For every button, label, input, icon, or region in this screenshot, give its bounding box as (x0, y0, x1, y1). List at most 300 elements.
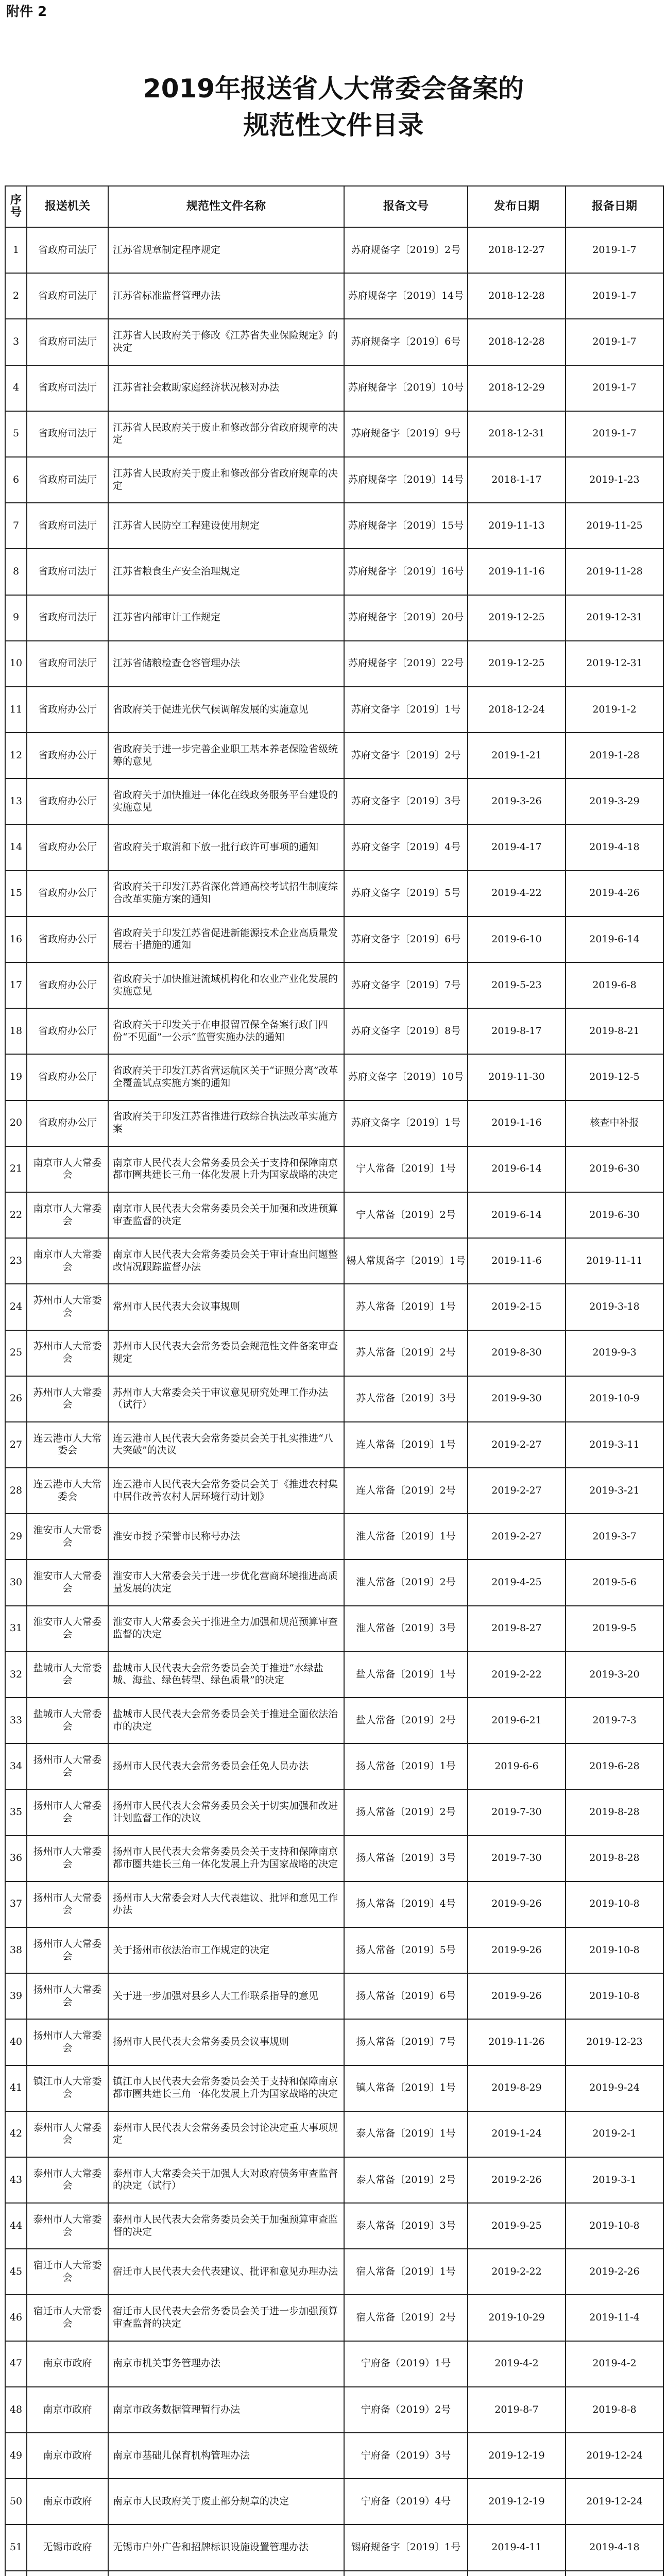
table-row (5, 1376, 663, 1422)
row-filing-number: 盐人常备〔2019〕2号 (344, 1698, 468, 1743)
row-agency: 省政府办公厅 (27, 1100, 108, 1146)
row-document-name: 省政府关于促进光伏气候调解发展的实施意见 (108, 687, 344, 733)
table-row (5, 2249, 663, 2295)
row-agency: 省政府司法厅 (27, 365, 108, 411)
row-index: 14 (5, 824, 27, 870)
row-filing-date: 2019-12-5 (566, 1054, 663, 1100)
row-agency: 省政府办公厅 (27, 778, 108, 824)
row-filing-date: 2019-2-26 (566, 2249, 663, 2295)
row-agency: 扬州市人大常委会 (27, 1743, 108, 1789)
row-filing-number (344, 2571, 468, 2576)
table-row (5, 411, 663, 457)
row-document-name: 江苏省社会救助家庭经济状况核对办法 (108, 365, 344, 411)
row-document-name: 关于扬州市依法治市工作规定的决定 (108, 1927, 344, 1973)
row-agency: 盐城市人大常委会 (27, 1652, 108, 1698)
row-document-name: 江苏省粮食生产安全治理规定 (108, 549, 344, 595)
row-publish-date: 2019-1-21 (468, 733, 566, 778)
row-filing-number: 苏府文备字〔2019〕1号 (344, 1100, 468, 1146)
row-filing-date: 2019-4-18 (566, 824, 663, 870)
row-document-name: 省政府关于印发江苏省营运航区关于“证照分离”改革全覆盖试点实施方案的通知 (108, 1054, 344, 1100)
row-agency: 盐城市人大常委会 (27, 1698, 108, 1743)
row-publish-date: 2018-12-28 (468, 273, 566, 319)
row-publish-date: 2019-11-16 (468, 549, 566, 595)
row-index: 50 (5, 2479, 27, 2524)
row-publish-date: 2019-8-27 (468, 1606, 566, 1652)
row-document-name (108, 2571, 344, 2576)
row-filing-date: 2019-3-29 (566, 778, 663, 824)
row-agency: 南京市政府 (27, 2341, 108, 2387)
row-filing-number: 宁府备（2019）1号 (344, 2341, 468, 2387)
table-row (5, 1698, 663, 1743)
row-index: 42 (5, 2111, 27, 2157)
row-document-name: 连云港市人民代表大会常务委员会关于扎实推进“八大突破”的决议 (108, 1422, 344, 1468)
row-publish-date: 2019-9-26 (468, 1882, 566, 1927)
row-document-name: 淮安市授予荣誉市民称号办法 (108, 1514, 344, 1560)
row-document-name: 江苏省人民防空工程建设使用规定 (108, 503, 344, 549)
header-agency: 报送机关 (27, 186, 108, 227)
row-document-name: 泰州市人大常委会关于加强人大对政府债务审查监督的决定（试行） (108, 2157, 344, 2203)
row-document-name: 常州市人民代表大会议事规则 (108, 1284, 344, 1330)
row-publish-date: 2019-2-22 (468, 1652, 566, 1698)
table-row (5, 1882, 663, 1927)
row-index: 16 (5, 917, 27, 962)
row-publish-date: 2018-12-28 (468, 319, 566, 365)
row-filing-date: 2019-4-18 (566, 2524, 663, 2570)
row-publish-date: 2019-2-27 (468, 1422, 566, 1468)
table-row (5, 2571, 663, 2576)
row-publish-date: 2019-9-26 (468, 1927, 566, 1973)
table-row (5, 687, 663, 733)
row-filing-date: 2019-10-8 (566, 1973, 663, 2019)
row-filing-number: 锡人常规备字〔2019〕1号 (344, 1238, 468, 1284)
row-document-name: 泰州市人民代表大会常务委员会关于加强预算审查监督的决定 (108, 2203, 344, 2249)
row-filing-date: 2019-5-6 (566, 1560, 663, 1605)
row-document-name: 江苏省人民政府关于废止和修改部分省政府规章的决定 (108, 411, 344, 457)
row-agency: 苏州市人大常委会 (27, 1284, 108, 1330)
row-agency: 省政府司法厅 (27, 641, 108, 687)
row-index: 27 (5, 1422, 27, 1468)
row-index: 11 (5, 687, 27, 733)
table-row (5, 1100, 663, 1146)
row-filing-number: 淮人常备〔2019〕3号 (344, 1606, 468, 1652)
row-publish-date: 2019-6-14 (468, 1192, 566, 1238)
row-filing-number: 扬人常备〔2019〕2号 (344, 1789, 468, 1835)
row-publish-date: 2019-2-15 (468, 1284, 566, 1330)
table-row (5, 2295, 663, 2341)
row-filing-number: 苏府文备字〔2019〕1号 (344, 687, 468, 733)
row-agency (27, 2571, 108, 2576)
row-publish-date: 2019-7-30 (468, 1789, 566, 1835)
row-filing-number: 连人常备〔2019〕2号 (344, 1468, 468, 1514)
row-filing-number: 苏府文备字〔2019〕7号 (344, 962, 468, 1008)
table-row (5, 2157, 663, 2203)
row-publish-date: 2019-8-7 (468, 2387, 566, 2433)
row-agency: 南京市人大常委会 (27, 1192, 108, 1238)
row-filing-number: 扬人常备〔2019〕6号 (344, 1973, 468, 2019)
row-publish-date: 2018-12-29 (468, 365, 566, 411)
row-agency: 扬州市人大常委会 (27, 2019, 108, 2065)
row-filing-number: 宿人常备〔2019〕2号 (344, 2295, 468, 2341)
table-row (5, 2111, 663, 2157)
row-filing-date (566, 2571, 663, 2576)
table-row (5, 319, 663, 365)
row-index: 43 (5, 2157, 27, 2203)
row-document-name: 泰州市人民代表大会常务委员会讨论决定重大事项规定 (108, 2111, 344, 2157)
row-filing-date: 2019-4-26 (566, 871, 663, 917)
row-filing-number: 宁府备（2019）4号 (344, 2479, 468, 2524)
row-agency: 宿迁市人大常委会 (27, 2295, 108, 2341)
row-agency: 泰州市人大常委会 (27, 2111, 108, 2157)
table-row (5, 227, 663, 273)
row-agency: 淮安市人大常委会 (27, 1606, 108, 1652)
row-index: 8 (5, 549, 27, 595)
row-publish-date: 2019-8-29 (468, 2065, 566, 2111)
row-index: 30 (5, 1560, 27, 1605)
table-row (5, 962, 663, 1008)
row-document-name: 南京市人民代表大会常务委员会关于加强和改进预算审查监督的决定 (108, 1192, 344, 1238)
row-document-name: 连云港市人民代表大会常务委员会关于《推进农村集中居住改善农村人居环境行动计划》 (108, 1468, 344, 1514)
row-publish-date: 2019-9-25 (468, 2203, 566, 2249)
row-filing-date: 2019-1-7 (566, 319, 663, 365)
page-title-line-1: 2019年报送省人大常委会备案的 (143, 74, 524, 104)
row-agency: 扬州市人大常委会 (27, 1789, 108, 1835)
row-index: 37 (5, 1882, 27, 1927)
row-index: 12 (5, 733, 27, 778)
row-filing-date: 2019-1-7 (566, 227, 663, 273)
row-filing-number: 苏府规备字〔2019〕9号 (344, 411, 468, 457)
row-filing-number: 苏府规备字〔2019〕20号 (344, 595, 468, 641)
row-agency: 无锡市政府 (27, 2524, 108, 2570)
header-document-name: 规范性文件名称 (108, 186, 344, 227)
row-filing-date: 2019-11-11 (566, 1238, 663, 1284)
table-row (5, 733, 663, 778)
row-filing-date: 2019-1-2 (566, 687, 663, 733)
row-index: 32 (5, 1652, 27, 1698)
row-document-name: 江苏省人民政府关于修改《江苏省失业保险规定》的决定 (108, 319, 344, 365)
table-row (5, 503, 663, 549)
row-index: 38 (5, 1927, 27, 1973)
table-row (5, 1789, 663, 1835)
table-row (5, 549, 663, 595)
table-row (5, 1514, 663, 1560)
row-agency: 省政府司法厅 (27, 411, 108, 457)
row-agency: 南京市人大常委会 (27, 1146, 108, 1192)
row-filing-number: 苏府规备字〔2019〕15号 (344, 503, 468, 549)
row-publish-date: 2018-12-27 (468, 227, 566, 273)
row-filing-number: 盐人常备〔2019〕1号 (344, 1652, 468, 1698)
row-filing-number: 苏府规备字〔2019〕14号 (344, 273, 468, 319)
row-agency: 省政府办公厅 (27, 687, 108, 733)
row-document-name: 关于进一步加强对县乡人大工作联系指导的意见 (108, 1973, 344, 2019)
row-index: 6 (5, 457, 27, 503)
table-row (5, 2387, 663, 2433)
row-filing-date: 核查中补报 (566, 1100, 663, 1146)
table-row (5, 1652, 663, 1698)
table-row (5, 1927, 663, 1973)
row-document-name: 省政府关于加快推进一体化在线政务服务平台建设的实施意见 (108, 778, 344, 824)
row-agency: 省政府办公厅 (27, 1054, 108, 1100)
row-agency: 省政府司法厅 (27, 549, 108, 595)
row-filing-date: 2019-1-23 (566, 457, 663, 503)
row-filing-number: 扬人常备〔2019〕7号 (344, 2019, 468, 2065)
row-document-name: 宿迁市人民代表大会常务委员会关于进一步加强预算审查监督的决定 (108, 2295, 344, 2341)
row-filing-date: 2019-3-18 (566, 1284, 663, 1330)
row-index: 36 (5, 1836, 27, 1882)
row-publish-date (468, 2571, 566, 2576)
row-filing-date: 2019-6-14 (566, 917, 663, 962)
row-document-name: 省政府关于印发江苏省深化普通高校考试招生制度综合改革实施方案的通知 (108, 871, 344, 917)
table-row (5, 871, 663, 917)
row-document-name: 江苏省标准监督管理办法 (108, 273, 344, 319)
row-filing-date: 2019-11-28 (566, 549, 663, 595)
row-filing-number: 苏府文备字〔2019〕3号 (344, 778, 468, 824)
row-filing-number: 苏人常备〔2019〕3号 (344, 1376, 468, 1422)
row-publish-date: 2019-4-22 (468, 871, 566, 917)
row-document-name: 扬州市人民代表大会常务委员会关于切实加强和改进计划监督工作的决议 (108, 1789, 344, 1835)
row-filing-date: 2019-7-3 (566, 1698, 663, 1743)
row-index: 45 (5, 2249, 27, 2295)
row-publish-date: 2019-10-29 (468, 2295, 566, 2341)
row-index: 4 (5, 365, 27, 411)
row-publish-date: 2019-4-17 (468, 824, 566, 870)
row-filing-number: 锡府规备字〔2019〕1号 (344, 2524, 468, 2570)
row-document-name: 扬州市人民代表大会常务委员会议事规则 (108, 2019, 344, 2065)
table-row (5, 2341, 663, 2387)
row-document-name: 南京市人民政府关于废止部分规章的决定 (108, 2479, 344, 2524)
row-filing-date: 2019-9-3 (566, 1330, 663, 1376)
row-index: 41 (5, 2065, 27, 2111)
row-filing-date: 2019-3-1 (566, 2157, 663, 2203)
table-row (5, 273, 663, 319)
row-agency: 扬州市人大常委会 (27, 1927, 108, 1973)
row-filing-number: 扬人常备〔2019〕1号 (344, 1743, 468, 1789)
row-filing-date: 2019-8-28 (566, 1836, 663, 1882)
row-filing-date: 2019-1-7 (566, 411, 663, 457)
row-index: 48 (5, 2387, 27, 2433)
row-filing-date: 2019-1-7 (566, 273, 663, 319)
row-filing-number: 宁府备（2019）3号 (344, 2433, 468, 2479)
table-row (5, 2019, 663, 2065)
row-publish-date: 2018-12-31 (468, 411, 566, 457)
row-publish-date: 2019-6-10 (468, 917, 566, 962)
row-publish-date: 2019-1-16 (468, 1100, 566, 1146)
row-publish-date: 2018-1-17 (468, 457, 566, 503)
row-agency: 南京市人大常委会 (27, 1238, 108, 1284)
row-agency: 扬州市人大常委会 (27, 1973, 108, 2019)
table-row (5, 1836, 663, 1882)
table-row (5, 1146, 663, 1192)
row-agency: 南京市政府 (27, 2387, 108, 2433)
row-index: 17 (5, 962, 27, 1008)
row-publish-date: 2019-12-19 (468, 2433, 566, 2479)
table-row (5, 1560, 663, 1605)
row-index: 15 (5, 871, 27, 917)
row-filing-number: 苏府规备字〔2019〕2号 (344, 227, 468, 273)
row-document-name: 南京市政务数据管理暂行办法 (108, 2387, 344, 2433)
row-index: 29 (5, 1514, 27, 1560)
table-header-row (5, 186, 663, 227)
header-index: 序号 (5, 186, 27, 227)
table-row (5, 365, 663, 411)
row-document-name: 无锡市户外广告和招牌标识设施设置管理办法 (108, 2524, 344, 2570)
row-document-name: 盐城市人民代表大会常务委员会关于推进“水绿盐城、海盐、绿色转型、绿色质量”的决定 (108, 1652, 344, 1698)
row-filing-number: 泰人常备〔2019〕2号 (344, 2157, 468, 2203)
row-index: 18 (5, 1008, 27, 1054)
table-row (5, 457, 663, 503)
row-agency: 省政府司法厅 (27, 319, 108, 365)
row-agency: 南京市政府 (27, 2433, 108, 2479)
row-agency: 淮安市人大常委会 (27, 1514, 108, 1560)
row-index: 20 (5, 1100, 27, 1146)
row-publish-date: 2019-6-21 (468, 1698, 566, 1743)
row-document-name: 省政府关于进一步完善企业职工基本养老保险省级统筹的意见 (108, 733, 344, 778)
row-index: 19 (5, 1054, 27, 1100)
table-row (5, 1468, 663, 1514)
row-filing-number: 宁人常备〔2019〕1号 (344, 1146, 468, 1192)
row-agency: 省政府司法厅 (27, 273, 108, 319)
row-index: 39 (5, 1973, 27, 2019)
row-publish-date: 2019-12-19 (468, 2479, 566, 2524)
row-filing-date: 2019-6-30 (566, 1146, 663, 1192)
row-agency: 扬州市人大常委会 (27, 1836, 108, 1882)
row-agency: 省政府办公厅 (27, 824, 108, 870)
row-document-name: 江苏省储粮检查仓容管理办法 (108, 641, 344, 687)
row-filing-number: 苏府文备字〔2019〕10号 (344, 1054, 468, 1100)
row-filing-date: 2019-1-7 (566, 365, 663, 411)
row-agency: 宿迁市人大常委会 (27, 2249, 108, 2295)
table-row (5, 1606, 663, 1652)
row-filing-date: 2019-2-1 (566, 2111, 663, 2157)
row-publish-date: 2019-2-27 (468, 1468, 566, 1514)
table-row (5, 1192, 663, 1238)
row-index: 47 (5, 2341, 27, 2387)
row-index: 9 (5, 595, 27, 641)
row-index: 1 (5, 227, 27, 273)
row-agency: 泰州市人大常委会 (27, 2157, 108, 2203)
row-filing-date: 2019-9-5 (566, 1606, 663, 1652)
row-filing-number: 苏府文备字〔2019〕2号 (344, 733, 468, 778)
row-index: 21 (5, 1146, 27, 1192)
row-agency: 省政府办公厅 (27, 733, 108, 778)
row-filing-date: 2019-8-8 (566, 2387, 663, 2433)
table-row (5, 1973, 663, 2019)
row-agency: 省政府办公厅 (27, 1008, 108, 1054)
row-filing-number: 宁府备（2019）2号 (344, 2387, 468, 2433)
row-index: 10 (5, 641, 27, 687)
row-index: 33 (5, 1698, 27, 1743)
row-publish-date: 2019-11-6 (468, 1238, 566, 1284)
row-index: 25 (5, 1330, 27, 1376)
row-publish-date: 2019-8-30 (468, 1330, 566, 1376)
row-index: 24 (5, 1284, 27, 1330)
table-row (5, 1238, 663, 1284)
row-filing-date: 2019-11-4 (566, 2295, 663, 2341)
row-publish-date: 2019-9-26 (468, 1973, 566, 2019)
row-publish-date: 2019-5-23 (468, 962, 566, 1008)
row-agency: 镇江市人大常委会 (27, 2065, 108, 2111)
row-document-name: 淮安市人大常委会关于推进全力加强和规范预算审查监督的决定 (108, 1606, 344, 1652)
row-index: 40 (5, 2019, 27, 2065)
row-filing-number: 泰人常备〔2019〕1号 (344, 2111, 468, 2157)
row-filing-date: 2019-12-23 (566, 2019, 663, 2065)
table-row (5, 824, 663, 870)
row-filing-date: 2019-10-9 (566, 1376, 663, 1422)
table-row (5, 595, 663, 641)
row-publish-date: 2019-2-26 (468, 2157, 566, 2203)
row-filing-number: 苏府规备字〔2019〕14号 (344, 457, 468, 503)
row-filing-date: 2019-11-25 (566, 503, 663, 549)
table-row (5, 1743, 663, 1789)
row-index: 49 (5, 2433, 27, 2479)
row-document-name: 江苏省规章制定程序规定 (108, 227, 344, 273)
row-index (5, 2571, 27, 2576)
row-index: 7 (5, 503, 27, 549)
header-publish-date: 发布日期 (468, 186, 566, 227)
row-publish-date: 2019-6-14 (468, 1146, 566, 1192)
row-document-name: 扬州市人民代表大会常务委员会关于支持和保障南京都市圈共建长三角一体化发展上升为国家战略的决定 (108, 1836, 344, 1882)
row-agency: 连云港市人大常委会 (27, 1422, 108, 1468)
row-publish-date: 2019-2-27 (468, 1514, 566, 1560)
row-publish-date: 2019-12-25 (468, 641, 566, 687)
table-row (5, 2479, 663, 2524)
row-filing-date: 2019-12-24 (566, 2479, 663, 2524)
row-publish-date: 2019-7-30 (468, 1836, 566, 1882)
row-filing-date: 2019-8-21 (566, 1008, 663, 1054)
row-filing-date: 2019-6-8 (566, 962, 663, 1008)
table-row (5, 1054, 663, 1100)
row-filing-number: 淮人常备〔2019〕2号 (344, 1560, 468, 1605)
row-filing-date: 2019-9-24 (566, 2065, 663, 2111)
header-filing-date: 报备日期 (566, 186, 663, 227)
row-agency: 省政府司法厅 (27, 595, 108, 641)
row-filing-date: 2019-10-8 (566, 1882, 663, 1927)
table-body (5, 227, 663, 2576)
row-publish-date: 2019-8-17 (468, 1008, 566, 1054)
table-row (5, 917, 663, 962)
row-filing-date: 2019-1-28 (566, 733, 663, 778)
row-filing-number: 苏府规备字〔2019〕16号 (344, 549, 468, 595)
row-document-name: 扬州市人大常委会对人大代表建议、批评和意见工作办法 (108, 1882, 344, 1927)
table-row (5, 1008, 663, 1054)
row-filing-number: 苏府规备字〔2019〕22号 (344, 641, 468, 687)
row-filing-date: 2019-3-7 (566, 1514, 663, 1560)
row-document-name: 南京市基础儿保育机构管理办法 (108, 2433, 344, 2479)
row-filing-number: 苏府文备字〔2019〕6号 (344, 917, 468, 962)
table-row (5, 1422, 663, 1468)
row-document-name: 江苏省内部审计工作规定 (108, 595, 344, 641)
row-agency: 省政府办公厅 (27, 917, 108, 962)
row-index: 13 (5, 778, 27, 824)
row-filing-date: 2019-12-31 (566, 595, 663, 641)
row-publish-date: 2019-4-25 (468, 1560, 566, 1605)
row-index: 46 (5, 2295, 27, 2341)
row-document-name: 省政府关于印发关于在申报留置保全备案行政门四份“不见面”一公示“监管实施办法的通知 (108, 1008, 344, 1054)
row-filing-date: 2019-3-11 (566, 1422, 663, 1468)
table-row (5, 2065, 663, 2111)
row-index: 28 (5, 1468, 27, 1514)
row-filing-date: 2019-6-28 (566, 1743, 663, 1789)
table-row (5, 778, 663, 824)
row-index: 31 (5, 1606, 27, 1652)
row-filing-number: 连人常备〔2019〕1号 (344, 1422, 468, 1468)
row-filing-number: 苏府文备字〔2019〕5号 (344, 871, 468, 917)
row-index: 2 (5, 273, 27, 319)
row-filing-date: 2019-10-8 (566, 2203, 663, 2249)
row-filing-number: 宁人常备〔2019〕2号 (344, 1192, 468, 1238)
row-filing-number: 苏府规备字〔2019〕6号 (344, 319, 468, 365)
row-agency: 省政府办公厅 (27, 962, 108, 1008)
row-document-name: 江苏省人民政府关于废止和修改部分省政府规章的决定 (108, 457, 344, 503)
